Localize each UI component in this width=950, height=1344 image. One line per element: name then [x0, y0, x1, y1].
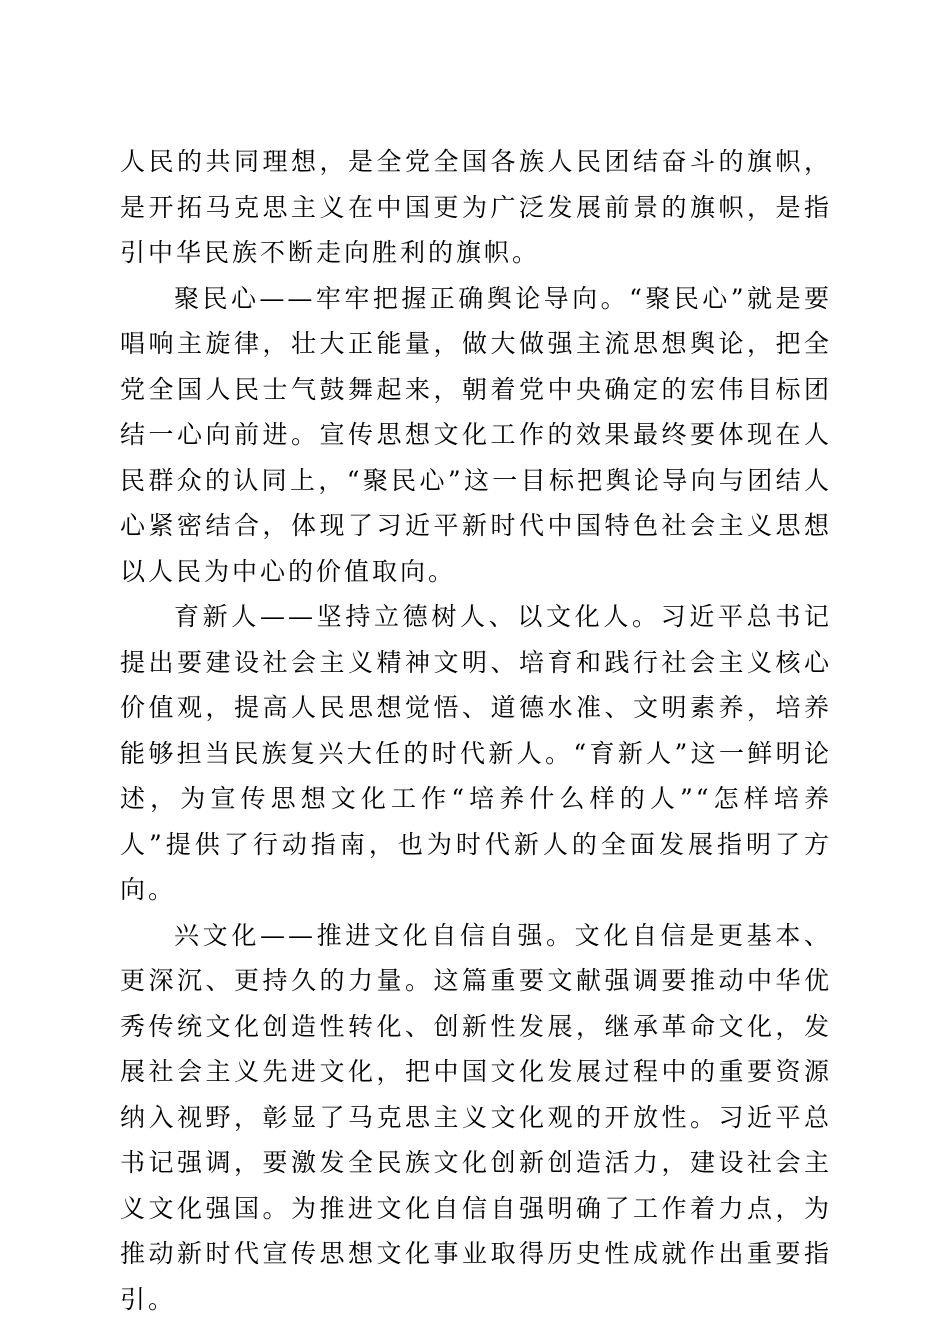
- paragraph-yu-xin-ren: 育新人——坚持立德树人、以文化人。习近平总书记提出要建设社会主义精神文明、培育和践行社会主义核心价值观，提高人民思想觉悟、道德水准、文明素养，培养能够担当民族复兴大任的时代新人。“育新人”这一鲜明论述，为宣传思想文化工作“培养什么样的人”“怎样培养人”提供了行动指南，也为时代新人的全面发展指明了方向。: [120, 602, 832, 904]
- document-page: [120, 139, 832, 1322]
- paragraph-continuation: 人民的共同理想，是全党全国各族人民团结奋斗的旗帜，是开拓马克思主义在中国更为广泛发展前景的旗帜，是指引中华民族不断走向胜利的旗帜。: [120, 147, 832, 267]
- paragraph-xing-wen-hua: 兴文化——推进文化自信自强。文化自信是更基本、更深沉、更持久的力量。这篇重要文献强调要推动中华优秀传统文化创造性转化、创新性发展，继承革命文化，发展社会主义先进文化，把中国文化发展过程中的重要资源纳入视野，彰显了马克思主义文化观的开放性。习近平总书记强调，要激发全民族文化创新创造活力，建设社会主义文化强国。为推进文化自信自强明确了工作着力点，为推动新时代宣传思想文化事业取得历史性成就作出重要指引。: [120, 920, 832, 1314]
- paragraph-ju-min-xin: 聚民心——牢牢把握正确舆论导向。“聚民心”就是要唱响主旋律，壮大正能量，做大做强主流思想舆论，把全党全国人民士气鼓舞起来，朝着党中央确定的宏伟目标团结一心向前进。宣传思想文化工作的效果最终要体现在人民群众的认同上，“聚民心”这一目标把舆论导向与团结人心紧密结合，体现了习近平新时代中国特色社会主义思想以人民为中心的价值取向。: [120, 283, 832, 586]
